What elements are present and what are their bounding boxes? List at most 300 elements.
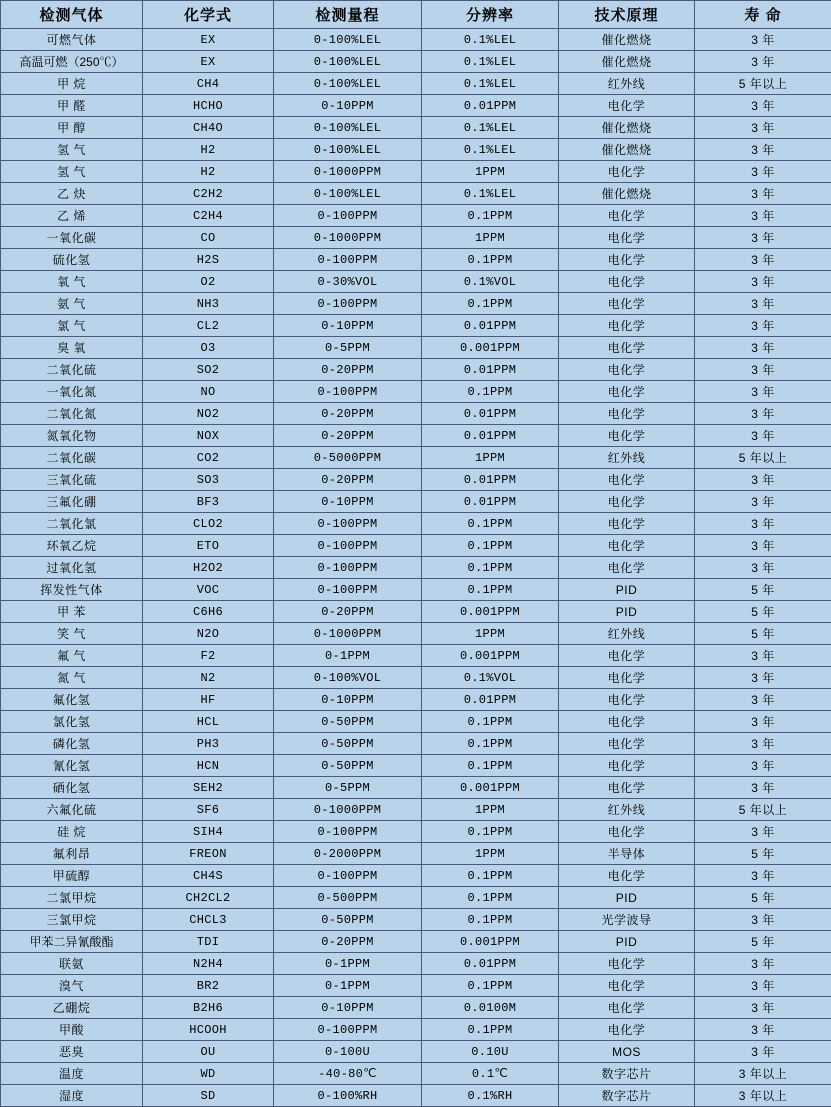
cell-gas: 氢 气 xyxy=(1,161,143,183)
cell-range: 0-100PPM xyxy=(274,535,422,557)
table-row xyxy=(1,51,831,73)
cell-resolution: 1PPM xyxy=(422,843,559,865)
cell-principle: 电化学 xyxy=(559,975,695,997)
cell-lifetime: 3 年 xyxy=(695,425,831,447)
cell-principle: 催化燃烧 xyxy=(559,139,695,161)
cell-formula: F2 xyxy=(143,645,274,667)
cell-range: 0-100%RH xyxy=(274,1085,422,1107)
cell-formula: CL2 xyxy=(143,315,274,337)
cell-gas: 恶臭 xyxy=(1,1041,143,1063)
cell-lifetime: 3 年 xyxy=(695,997,831,1019)
cell-formula: HCOOH xyxy=(143,1019,274,1041)
cell-principle: 光学波导 xyxy=(559,909,695,931)
cell-resolution: 0.1PPM xyxy=(422,1019,559,1041)
cell-resolution: 0.001PPM xyxy=(422,601,559,623)
cell-range: 0-1000PPM xyxy=(274,227,422,249)
cell-lifetime: 5 年以上 xyxy=(695,799,831,821)
cell-gas: 乙硼烷 xyxy=(1,997,143,1019)
cell-gas: 可燃气体 xyxy=(1,29,143,51)
cell-principle: 数字芯片 xyxy=(559,1063,695,1085)
cell-range: 0-100PPM xyxy=(274,513,422,535)
cell-gas: 氯 气 xyxy=(1,315,143,337)
cell-resolution: 0.01PPM xyxy=(422,425,559,447)
table-row xyxy=(1,601,831,623)
table-row xyxy=(1,425,831,447)
cell-range: 0-5PPM xyxy=(274,777,422,799)
cell-lifetime: 3 年 xyxy=(695,271,831,293)
cell-lifetime: 3 年以上 xyxy=(695,1085,831,1107)
table-header xyxy=(1,1,831,29)
table-row xyxy=(1,139,831,161)
table-row xyxy=(1,161,831,183)
cell-range: 0-100PPM xyxy=(274,865,422,887)
cell-resolution: 0.1PPM xyxy=(422,887,559,909)
cell-gas: 挥发性气体 xyxy=(1,579,143,601)
cell-formula: C6H6 xyxy=(143,601,274,623)
cell-range: 0-100PPM xyxy=(274,1019,422,1041)
cell-gas: 甲 烷 xyxy=(1,73,143,95)
table-row xyxy=(1,1041,831,1063)
cell-gas: 硒化氢 xyxy=(1,777,143,799)
cell-lifetime: 5 年 xyxy=(695,887,831,909)
cell-range: 0-10PPM xyxy=(274,689,422,711)
cell-lifetime: 3 年 xyxy=(695,95,831,117)
cell-range: 0-20PPM xyxy=(274,403,422,425)
table-row xyxy=(1,689,831,711)
cell-formula: ETO xyxy=(143,535,274,557)
table-row xyxy=(1,1063,831,1085)
cell-principle: PID xyxy=(559,579,695,601)
cell-range: 0-1000PPM xyxy=(274,623,422,645)
cell-formula: B2H6 xyxy=(143,997,274,1019)
cell-range: 0-2000PPM xyxy=(274,843,422,865)
table-row xyxy=(1,315,831,337)
cell-principle: 电化学 xyxy=(559,359,695,381)
table-row xyxy=(1,117,831,139)
cell-principle: 红外线 xyxy=(559,623,695,645)
table-row xyxy=(1,469,831,491)
table-row xyxy=(1,403,831,425)
cell-range: 0-10PPM xyxy=(274,95,422,117)
table-row xyxy=(1,953,831,975)
cell-formula: O3 xyxy=(143,337,274,359)
cell-resolution: 0.1%LEL xyxy=(422,139,559,161)
cell-gas: 臭 氧 xyxy=(1,337,143,359)
table-row xyxy=(1,557,831,579)
cell-formula: C2H2 xyxy=(143,183,274,205)
cell-resolution: 0.01PPM xyxy=(422,469,559,491)
cell-principle: MOS xyxy=(559,1041,695,1063)
table-row xyxy=(1,623,831,645)
cell-resolution: 1PPM xyxy=(422,447,559,469)
table-row xyxy=(1,491,831,513)
cell-resolution: 0.1%LEL xyxy=(422,183,559,205)
cell-lifetime: 3 年 xyxy=(695,645,831,667)
cell-range: 0-100PPM xyxy=(274,821,422,843)
cell-principle: 半导体 xyxy=(559,843,695,865)
cell-principle: 电化学 xyxy=(559,249,695,271)
cell-lifetime: 3 年 xyxy=(695,1041,831,1063)
column-header-principle: 技术原理 xyxy=(559,1,695,29)
cell-lifetime: 3 年 xyxy=(695,183,831,205)
table-row xyxy=(1,183,831,205)
cell-formula: HCL xyxy=(143,711,274,733)
cell-principle: 电化学 xyxy=(559,711,695,733)
cell-lifetime: 3 年 xyxy=(695,359,831,381)
table-row xyxy=(1,887,831,909)
cell-resolution: 0.01PPM xyxy=(422,95,559,117)
table-row xyxy=(1,73,831,95)
cell-gas: 高温可燃（250℃） xyxy=(1,51,143,73)
cell-principle: 电化学 xyxy=(559,469,695,491)
cell-formula: EX xyxy=(143,51,274,73)
cell-gas: 乙 烯 xyxy=(1,205,143,227)
cell-resolution: 1PPM xyxy=(422,161,559,183)
cell-formula: PH3 xyxy=(143,733,274,755)
cell-range: 0-1000PPM xyxy=(274,161,422,183)
table-row xyxy=(1,755,831,777)
table-row xyxy=(1,535,831,557)
cell-gas: 溴气 xyxy=(1,975,143,997)
cell-lifetime: 3 年 xyxy=(695,667,831,689)
cell-range: 0-50PPM xyxy=(274,909,422,931)
cell-formula: OU xyxy=(143,1041,274,1063)
cell-formula: CH4 xyxy=(143,73,274,95)
cell-principle: 催化燃烧 xyxy=(559,183,695,205)
cell-range: 0-30%VOL xyxy=(274,271,422,293)
cell-resolution: 0.1%LEL xyxy=(422,73,559,95)
cell-lifetime: 5 年 xyxy=(695,623,831,645)
cell-gas: 六氟化硫 xyxy=(1,799,143,821)
cell-gas: 三氟化硼 xyxy=(1,491,143,513)
cell-resolution: 0.1%VOL xyxy=(422,271,559,293)
cell-formula: SIH4 xyxy=(143,821,274,843)
cell-lifetime: 3 年 xyxy=(695,733,831,755)
cell-gas: 湿度 xyxy=(1,1085,143,1107)
cell-resolution: 0.1%VOL xyxy=(422,667,559,689)
cell-resolution: 0.1PPM xyxy=(422,733,559,755)
cell-range: 0-1000PPM xyxy=(274,799,422,821)
cell-formula: H2 xyxy=(143,161,274,183)
cell-lifetime: 3 年 xyxy=(695,755,831,777)
cell-principle: 电化学 xyxy=(559,645,695,667)
cell-lifetime: 3 年 xyxy=(695,249,831,271)
cell-gas: 氮氧化物 xyxy=(1,425,143,447)
table-row xyxy=(1,909,831,931)
cell-gas: 笑 气 xyxy=(1,623,143,645)
cell-formula: BR2 xyxy=(143,975,274,997)
cell-resolution: 0.01PPM xyxy=(422,689,559,711)
cell-gas: 二氯甲烷 xyxy=(1,887,143,909)
cell-formula: O2 xyxy=(143,271,274,293)
cell-lifetime: 3 年 xyxy=(695,1019,831,1041)
cell-formula: H2 xyxy=(143,139,274,161)
cell-formula: NH3 xyxy=(143,293,274,315)
table-row xyxy=(1,711,831,733)
cell-range: 0-20PPM xyxy=(274,931,422,953)
cell-resolution: 0.1℃ xyxy=(422,1063,559,1085)
table-row xyxy=(1,997,831,1019)
cell-gas: 甲酸 xyxy=(1,1019,143,1041)
table-row xyxy=(1,381,831,403)
cell-resolution: 1PPM xyxy=(422,623,559,645)
cell-formula: WD xyxy=(143,1063,274,1085)
cell-resolution: 0.1PPM xyxy=(422,293,559,315)
cell-range: 0-100%VOL xyxy=(274,667,422,689)
table-row xyxy=(1,733,831,755)
cell-formula: C2H4 xyxy=(143,205,274,227)
cell-range: 0-100PPM xyxy=(274,381,422,403)
cell-formula: HCN xyxy=(143,755,274,777)
cell-resolution: 0.1PPM xyxy=(422,205,559,227)
cell-resolution: 0.1PPM xyxy=(422,249,559,271)
cell-principle: 电化学 xyxy=(559,777,695,799)
cell-resolution: 0.1%LEL xyxy=(422,29,559,51)
cell-lifetime: 5 年 xyxy=(695,601,831,623)
cell-range: 0-100%LEL xyxy=(274,73,422,95)
cell-resolution: 1PPM xyxy=(422,227,559,249)
cell-range: 0-100%LEL xyxy=(274,139,422,161)
cell-gas: 三氧化硫 xyxy=(1,469,143,491)
cell-lifetime: 3 年 xyxy=(695,161,831,183)
cell-formula: N2H4 xyxy=(143,953,274,975)
cell-formula: SO2 xyxy=(143,359,274,381)
table-row xyxy=(1,667,831,689)
cell-formula: CO xyxy=(143,227,274,249)
cell-range: 0-50PPM xyxy=(274,711,422,733)
cell-lifetime: 3 年 xyxy=(695,777,831,799)
cell-lifetime: 3 年 xyxy=(695,975,831,997)
cell-range: 0-10PPM xyxy=(274,315,422,337)
cell-lifetime: 3 年 xyxy=(695,557,831,579)
table-row xyxy=(1,513,831,535)
cell-principle: 电化学 xyxy=(559,953,695,975)
cell-principle: 电化学 xyxy=(559,733,695,755)
cell-formula: SEH2 xyxy=(143,777,274,799)
column-header-resolution: 分辨率 xyxy=(422,1,559,29)
cell-gas: 环氧乙烷 xyxy=(1,535,143,557)
cell-range: 0-100PPM xyxy=(274,293,422,315)
cell-principle: 电化学 xyxy=(559,337,695,359)
table-row xyxy=(1,579,831,601)
cell-formula: N2O xyxy=(143,623,274,645)
cell-principle: 红外线 xyxy=(559,73,695,95)
cell-formula: N2 xyxy=(143,667,274,689)
cell-lifetime: 3 年 xyxy=(695,403,831,425)
cell-gas: 过氧化氢 xyxy=(1,557,143,579)
cell-resolution: 0.1PPM xyxy=(422,535,559,557)
cell-lifetime: 3 年 xyxy=(695,821,831,843)
cell-lifetime: 3 年 xyxy=(695,535,831,557)
cell-resolution: 0.001PPM xyxy=(422,337,559,359)
cell-formula: CH4O xyxy=(143,117,274,139)
cell-range: 0-1PPM xyxy=(274,645,422,667)
cell-gas: 联氨 xyxy=(1,953,143,975)
column-header-range: 检测量程 xyxy=(274,1,422,29)
cell-principle: 催化燃烧 xyxy=(559,117,695,139)
cell-range: 0-100%LEL xyxy=(274,51,422,73)
cell-range: 0-1PPM xyxy=(274,975,422,997)
cell-gas: 氨 气 xyxy=(1,293,143,315)
table-row xyxy=(1,843,831,865)
cell-formula: HF xyxy=(143,689,274,711)
table-row xyxy=(1,359,831,381)
column-header-gas: 检测气体 xyxy=(1,1,143,29)
cell-formula: H2S xyxy=(143,249,274,271)
cell-principle: 电化学 xyxy=(559,689,695,711)
cell-principle: 电化学 xyxy=(559,161,695,183)
table-row xyxy=(1,1019,831,1041)
cell-formula: HCHO xyxy=(143,95,274,117)
cell-principle: 电化学 xyxy=(559,227,695,249)
cell-principle: 红外线 xyxy=(559,447,695,469)
cell-resolution: 0.1PPM xyxy=(422,975,559,997)
table-row xyxy=(1,337,831,359)
cell-range: 0-20PPM xyxy=(274,359,422,381)
cell-gas: 一氧化氮 xyxy=(1,381,143,403)
table-header-row xyxy=(1,1,831,29)
cell-range: 0-100%LEL xyxy=(274,117,422,139)
cell-resolution: 0.001PPM xyxy=(422,645,559,667)
cell-formula: CO2 xyxy=(143,447,274,469)
cell-range: 0-10PPM xyxy=(274,997,422,1019)
cell-principle: 电化学 xyxy=(559,271,695,293)
cell-principle: 电化学 xyxy=(559,95,695,117)
cell-range: 0-5000PPM xyxy=(274,447,422,469)
cell-principle: 电化学 xyxy=(559,513,695,535)
table-row xyxy=(1,931,831,953)
cell-resolution: 0.1PPM xyxy=(422,711,559,733)
cell-range: 0-500PPM xyxy=(274,887,422,909)
cell-principle: PID xyxy=(559,601,695,623)
cell-range: 0-100U xyxy=(274,1041,422,1063)
cell-lifetime: 3 年 xyxy=(695,689,831,711)
table-row xyxy=(1,865,831,887)
cell-range: 0-5PPM xyxy=(274,337,422,359)
cell-range: 0-1PPM xyxy=(274,953,422,975)
cell-lifetime: 3 年 xyxy=(695,469,831,491)
cell-lifetime: 3 年 xyxy=(695,139,831,161)
cell-lifetime: 3 年 xyxy=(695,909,831,931)
cell-formula: TDI xyxy=(143,931,274,953)
cell-resolution: 0.1PPM xyxy=(422,909,559,931)
table-row xyxy=(1,95,831,117)
cell-range: 0-100PPM xyxy=(274,557,422,579)
cell-lifetime: 5 年 xyxy=(695,579,831,601)
cell-resolution: 0.01PPM xyxy=(422,953,559,975)
cell-lifetime: 3 年 xyxy=(695,205,831,227)
cell-gas: 氯化氢 xyxy=(1,711,143,733)
cell-lifetime: 3 年 xyxy=(695,337,831,359)
cell-gas: 氟化氢 xyxy=(1,689,143,711)
cell-gas: 硫化氢 xyxy=(1,249,143,271)
cell-range: 0-100PPM xyxy=(274,205,422,227)
table-row xyxy=(1,447,831,469)
cell-lifetime: 3 年 xyxy=(695,513,831,535)
cell-principle: 催化燃烧 xyxy=(559,51,695,73)
cell-formula: CHCL3 xyxy=(143,909,274,931)
cell-gas: 甲 醛 xyxy=(1,95,143,117)
cell-principle: 电化学 xyxy=(559,315,695,337)
cell-formula: NOX xyxy=(143,425,274,447)
cell-principle: 电化学 xyxy=(559,1019,695,1041)
cell-gas: 氰化氢 xyxy=(1,755,143,777)
table-row xyxy=(1,975,831,997)
cell-resolution: 0.1%LEL xyxy=(422,117,559,139)
table-row xyxy=(1,249,831,271)
column-header-formula: 化学式 xyxy=(143,1,274,29)
cell-principle: 电化学 xyxy=(559,821,695,843)
cell-lifetime: 3 年 xyxy=(695,865,831,887)
cell-resolution: 0.01PPM xyxy=(422,359,559,381)
cell-principle: 电化学 xyxy=(559,425,695,447)
table-row xyxy=(1,29,831,51)
cell-gas: 氢 气 xyxy=(1,139,143,161)
table-row xyxy=(1,227,831,249)
cell-lifetime: 3 年 xyxy=(695,293,831,315)
cell-range: 0-10PPM xyxy=(274,491,422,513)
cell-gas: 温度 xyxy=(1,1063,143,1085)
cell-gas: 三氯甲烷 xyxy=(1,909,143,931)
cell-formula: VOC xyxy=(143,579,274,601)
cell-resolution: 0.1PPM xyxy=(422,513,559,535)
cell-lifetime: 3 年 xyxy=(695,29,831,51)
cell-principle: 数字芯片 xyxy=(559,1085,695,1107)
cell-principle: 电化学 xyxy=(559,205,695,227)
cell-resolution: 0.1PPM xyxy=(422,821,559,843)
cell-gas: 甲苯二异氰酸酯 xyxy=(1,931,143,953)
cell-range: 0-100%LEL xyxy=(274,29,422,51)
table-body xyxy=(1,29,831,1107)
table-row xyxy=(1,777,831,799)
cell-formula: SD xyxy=(143,1085,274,1107)
table-row xyxy=(1,205,831,227)
cell-lifetime: 5 年以上 xyxy=(695,73,831,95)
cell-gas: 氮 气 xyxy=(1,667,143,689)
cell-range: 0-100PPM xyxy=(274,249,422,271)
column-header-lifetime: 寿 命 xyxy=(695,1,831,29)
table-row xyxy=(1,293,831,315)
cell-resolution: 0.001PPM xyxy=(422,777,559,799)
cell-formula: SO3 xyxy=(143,469,274,491)
cell-range: 0-20PPM xyxy=(274,601,422,623)
table-row xyxy=(1,271,831,293)
table-row xyxy=(1,799,831,821)
cell-principle: 催化燃烧 xyxy=(559,29,695,51)
cell-gas: 磷化氢 xyxy=(1,733,143,755)
cell-range: 0-20PPM xyxy=(274,425,422,447)
cell-gas: 一氧化碳 xyxy=(1,227,143,249)
cell-principle: 电化学 xyxy=(559,381,695,403)
cell-resolution: 0.1PPM xyxy=(422,557,559,579)
cell-lifetime: 3 年 xyxy=(695,117,831,139)
cell-range: -40-80℃ xyxy=(274,1063,422,1085)
table-row xyxy=(1,821,831,843)
cell-gas: 二氧化硫 xyxy=(1,359,143,381)
cell-lifetime: 5 年 xyxy=(695,843,831,865)
cell-lifetime: 5 年 xyxy=(695,931,831,953)
cell-principle: 电化学 xyxy=(559,865,695,887)
cell-gas: 氟利昂 xyxy=(1,843,143,865)
cell-lifetime: 3 年 xyxy=(695,953,831,975)
cell-lifetime: 3 年 xyxy=(695,491,831,513)
cell-formula: H2O2 xyxy=(143,557,274,579)
cell-formula: FREON xyxy=(143,843,274,865)
cell-formula: SF6 xyxy=(143,799,274,821)
cell-resolution: 0.01PPM xyxy=(422,315,559,337)
cell-formula: NO xyxy=(143,381,274,403)
cell-gas: 甲 醇 xyxy=(1,117,143,139)
